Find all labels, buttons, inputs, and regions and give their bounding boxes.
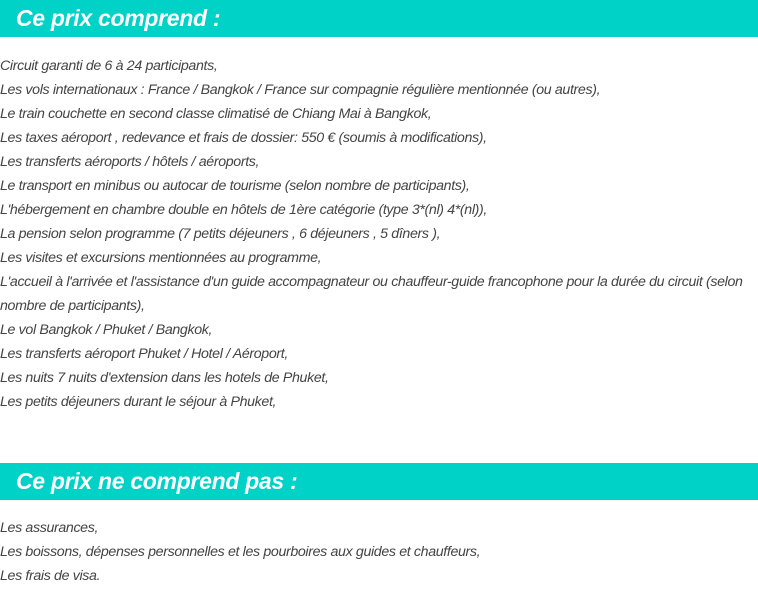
- list-item: Les taxes aéroport , redevance et frais de dossier: 550 € (soumis à modifications),: [0, 130, 487, 146]
- list-item: Le vol Bangkok / Phuket / Bangkok,: [0, 322, 213, 338]
- list-item: Les boissons, dépenses personnelles et les pourboires aux guides et chauffeurs,: [0, 544, 481, 560]
- list-item: La pension selon programme (7 petits déjeuners , 6 déjeuners , 5 dîners ),: [0, 226, 441, 242]
- included-section-title: Ce prix comprend :: [16, 5, 221, 31]
- list-item: Le transport en minibus ou autocar de tourisme (selon nombre de participants),: [0, 178, 470, 194]
- list-item: Les assurances,: [0, 520, 99, 536]
- list-item: Circuit garanti de 6 à 24 participants,: [0, 58, 218, 74]
- list-item: Les nuits 7 nuits d'extension dans les hotels de Phuket,: [0, 370, 329, 386]
- excluded-items-list: [0, 516, 758, 588]
- list-item: Les transferts aéroports / hôtels / aéroports,: [0, 154, 260, 170]
- list-item: Les petits déjeuners durant le séjour à Phuket,: [0, 394, 277, 410]
- excluded-section-header: [0, 463, 758, 500]
- list-item: L'hébergement en chambre double en hôtels de 1ère catégorie (type 3*(nl) 4*(nl)),: [0, 202, 487, 218]
- excluded-section-title: Ce prix ne comprend pas :: [16, 468, 298, 494]
- list-item: L'accueil à l'arrivée et l'assistance d'un guide accompagnateur ou chauffeur-guide francophone pour la durée du circuit (selon nombre de participants),: [0, 274, 743, 314]
- list-item: Les visites et excursions mentionnées au programme,: [0, 250, 322, 266]
- list-item: Les vols internationaux : France / Bangkok / France sur compagnie régulière mentionnée (ou autres),: [0, 82, 601, 98]
- list-item: Les frais de visa.: [0, 568, 101, 584]
- included-section-header: [0, 0, 758, 37]
- list-item: Le train couchette en second classe climatisé de Chiang Mai à Bangkok,: [0, 106, 432, 122]
- list-item: Les transferts aéroport Phuket / Hotel / Aéroport,: [0, 346, 288, 362]
- included-items-list: [0, 54, 758, 414]
